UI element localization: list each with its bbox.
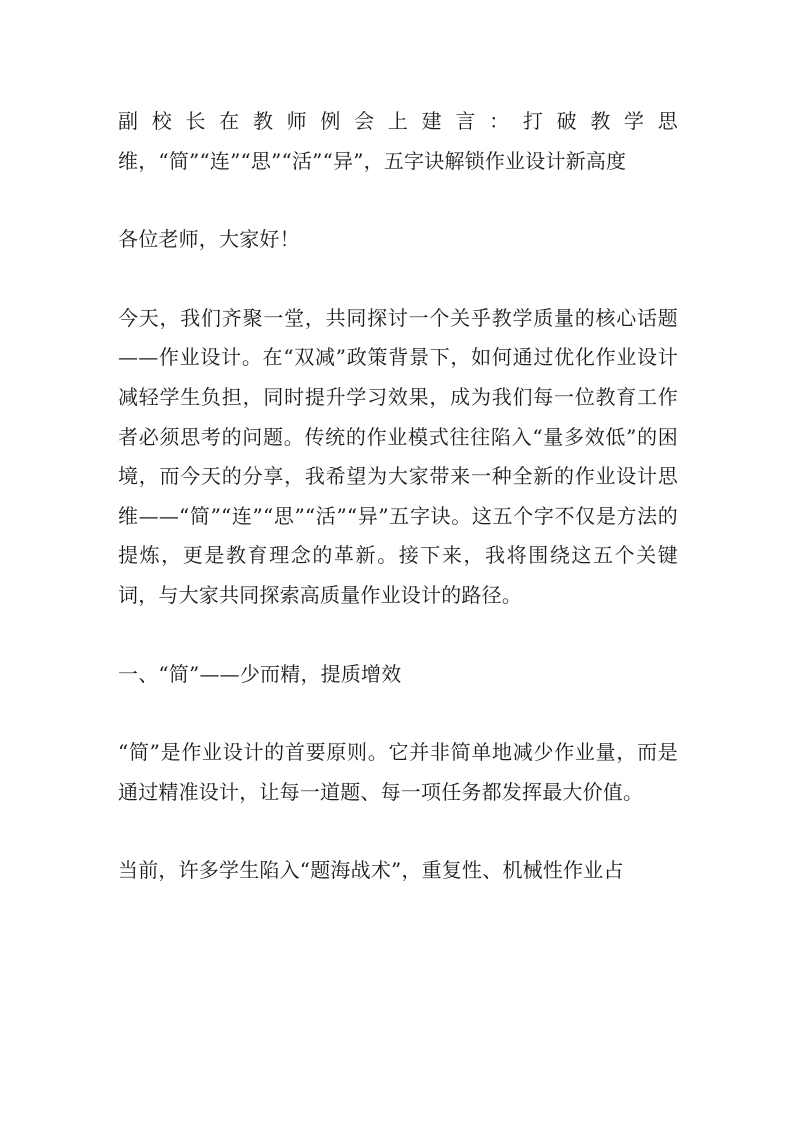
intro-paragraph: 今天，我们齐聚一堂，共同探讨一个关乎教学质量的核心话题——作业设计。在“双减”政策背景下，如何通过优化作业设计减轻学生负担，同时提升学习效果，成为我们每一位教育工作者必须思考的问题。传统的作业模式往往陷入“量多效低”的困境，而今天的分享，我希望为大家带来一种全新的作业设计思维——“简”“连”“思”“活”“异”五字诀。这五个字不仅是方法的提炼，更是教育理念的革新。接下来，我将围绕这五个关键词，与大家共同探索高质量作业设计的路径。 bbox=[118, 305, 678, 607]
greeting: 各位老师，大家好！ bbox=[118, 227, 300, 252]
document-title: 副校长在教师例会上建言：打破教学思维，“简”“连”“思”“活”“异”，五字诀解锁作业设计新高度 bbox=[118, 109, 678, 173]
section-paragraph: “简”是作业设计的首要原则。它并非简单地减少作业量，而是通过精准设计，让每一道题、每一项任务都发挥最大价值。 bbox=[118, 740, 678, 804]
section-paragraph: 当前，许多学生陷入“题海战术”，重复性、机械性作业占 bbox=[118, 858, 624, 883]
section-heading-jian: 一、“简”——少而精，提质增效 bbox=[118, 661, 402, 686]
document-page bbox=[118, 102, 678, 930]
